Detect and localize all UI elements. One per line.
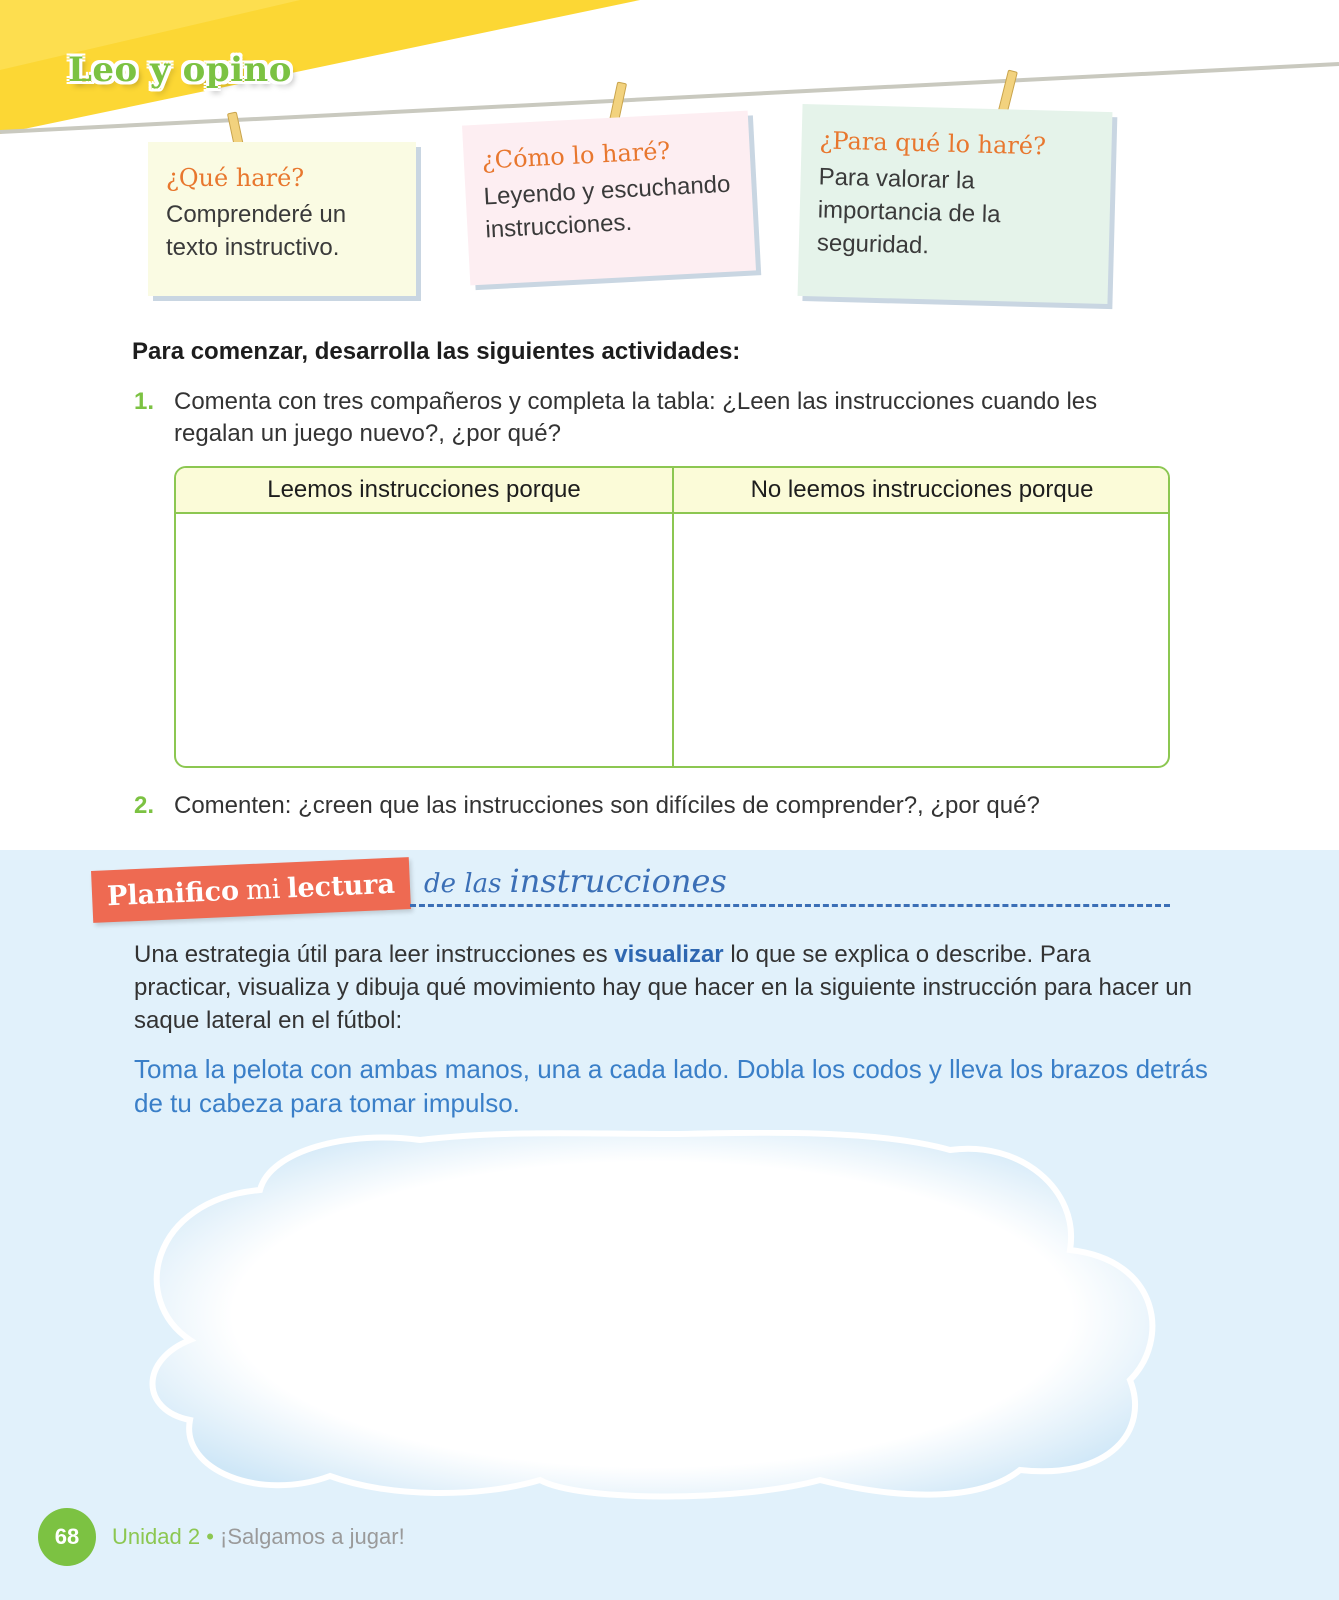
dashed-rule [410,904,1170,907]
note-body: Leyendo y escuchando instrucciones. [483,170,732,244]
subtitle-small: de las [424,869,502,899]
note-body: Comprenderé un texto instructivo. [166,201,347,261]
footer-unit [112,1524,405,1550]
note-heading: ¿Cómo lo haré? [481,136,671,175]
bullet: • [206,1524,214,1549]
table-header-cell: No leemos instrucciones porque [674,468,1170,514]
note-why [798,104,1113,304]
section-title: Leo y opino [68,50,292,90]
response-table [174,466,1170,768]
item-number: 1. [134,388,155,415]
item-text: Comenta con tres compañeros y completa la tabla: ¿Leen las instrucciones cuando les regalan un juego nuevo?, ¿por qué? [174,388,1098,447]
keyword-visualizar: visualizar [614,941,724,968]
note-what [148,142,416,296]
label-word: lectura [286,868,396,904]
page-number: 68 [38,1508,96,1566]
unit-title: ¡Salgamos a jugar! [220,1524,405,1549]
label-word: mi [245,873,281,906]
instruction-quote: Toma la pelota con ambas manos, una a cada lado. Dobla los codos y lleva los brazos detrás de tu cabeza para tomar impulso. [134,1054,1208,1118]
note-heading: ¿Qué haré? [166,164,305,192]
item-number: 2. [134,792,155,819]
table-cell-answer-no[interactable] [674,514,1170,768]
item-text: Comenten: ¿creen que las instrucciones son difíciles de comprender?, ¿por qué? [174,792,1040,819]
paragraph-part: lo que se explica o describe. Para practicar, visualiza y dibuja qué movimiento hay que hacer en la siguiente instrucción para hacer un saque lateral en el fútbol: [134,941,1192,1034]
note-body: Para valorar la importancia de la seguridad. [816,163,1001,260]
planning-subtitle [424,862,727,900]
subtitle-big: instrucciones [509,862,727,900]
label-word: Planifico [106,875,240,912]
paragraph-part: Una estrategia útil para leer instrucciones es [134,941,615,968]
note-heading: ¿Para qué lo haré? [819,126,1047,161]
table-header-cell: Leemos instrucciones porque [176,468,672,514]
strategy-paragraph [134,938,1194,1037]
note-how [462,111,756,286]
unit-label: Unidad 2 [112,1524,201,1549]
drawing-cloud[interactable] [120,1130,1180,1500]
activities-intro: Para comenzar, desarrolla las siguientes actividades: [132,338,741,365]
table-cell-answer-yes[interactable] [176,514,672,768]
